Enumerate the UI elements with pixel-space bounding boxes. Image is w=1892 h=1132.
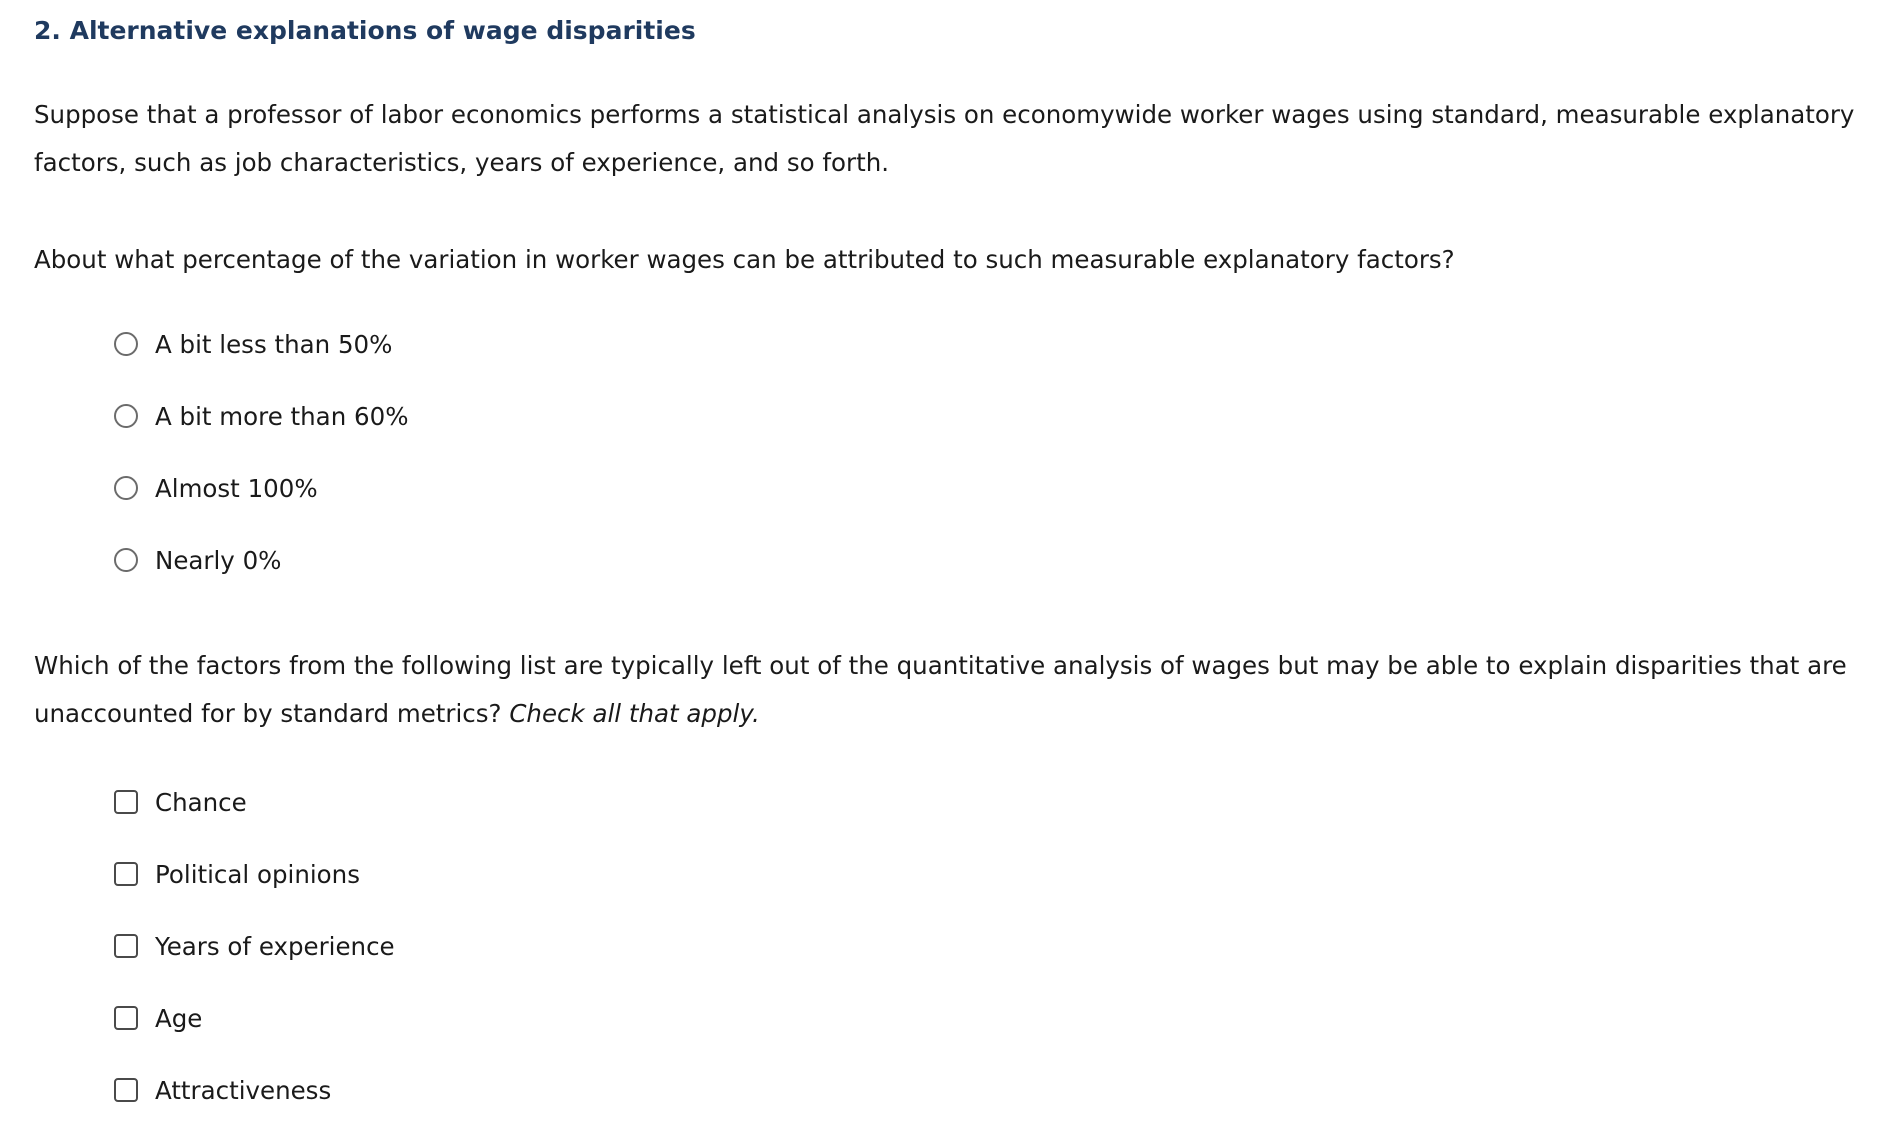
radio-option-label: Almost 100% [155,473,318,503]
question-title: 2. Alternative explanations of wage disparities [34,16,696,45]
checkbox-option-label: Attractiveness [155,1075,332,1105]
radio-option-label: Nearly 0% [155,545,282,575]
radio-option-almost-100[interactable] [114,468,318,508]
radio-option-nearly-0[interactable] [114,540,281,580]
checkbox[interactable] [114,1006,138,1030]
checkbox-option-label: Years of experience [155,931,395,961]
checkbox-option-label: Chance [155,787,247,817]
q2-prompt [34,642,1864,738]
radio-button[interactable] [114,476,138,500]
q2-instruction: Check all that apply. [509,699,760,728]
checkbox[interactable] [114,790,138,814]
radio-option-label: A bit less than 50% [155,329,393,359]
checkbox-option-chance[interactable] [114,782,247,822]
checkbox-option-political-opinions[interactable] [114,854,360,894]
checkbox-option-years-of-experience[interactable] [114,926,395,966]
question-intro: Suppose that a professor of labor economics performs a statistical analysis on economywide worker wages using standard, measurable explanatory factors, such as job characteristics, years of experience, and so forth. [34,100,1855,177]
checkbox-option-label: Political opinions [155,859,360,889]
checkbox-option-label: Age [155,1003,203,1033]
checkbox-option-age[interactable] [114,998,202,1038]
checkbox-option-attractiveness[interactable] [114,1070,331,1110]
checkbox[interactable] [114,862,138,886]
radio-button[interactable] [114,548,138,572]
q1-prompt: About what percentage of the variation in worker wages can be attributed to such measurable explanatory factors? [34,245,1455,274]
checkbox[interactable] [114,934,138,958]
radio-option-label: A bit more than 60% [155,401,409,431]
radio-button[interactable] [114,404,138,428]
checkbox[interactable] [114,1078,138,1102]
radio-button[interactable] [114,332,138,356]
q2-prompt-text: Which of the factors from the following list are typically left out of the quantitative analysis of wages but may be able to explain disparities that are unaccounted for by standard metrics? [34,651,1847,728]
radio-option-more-than-60[interactable] [114,396,408,436]
radio-option-less-than-50[interactable] [114,324,392,364]
